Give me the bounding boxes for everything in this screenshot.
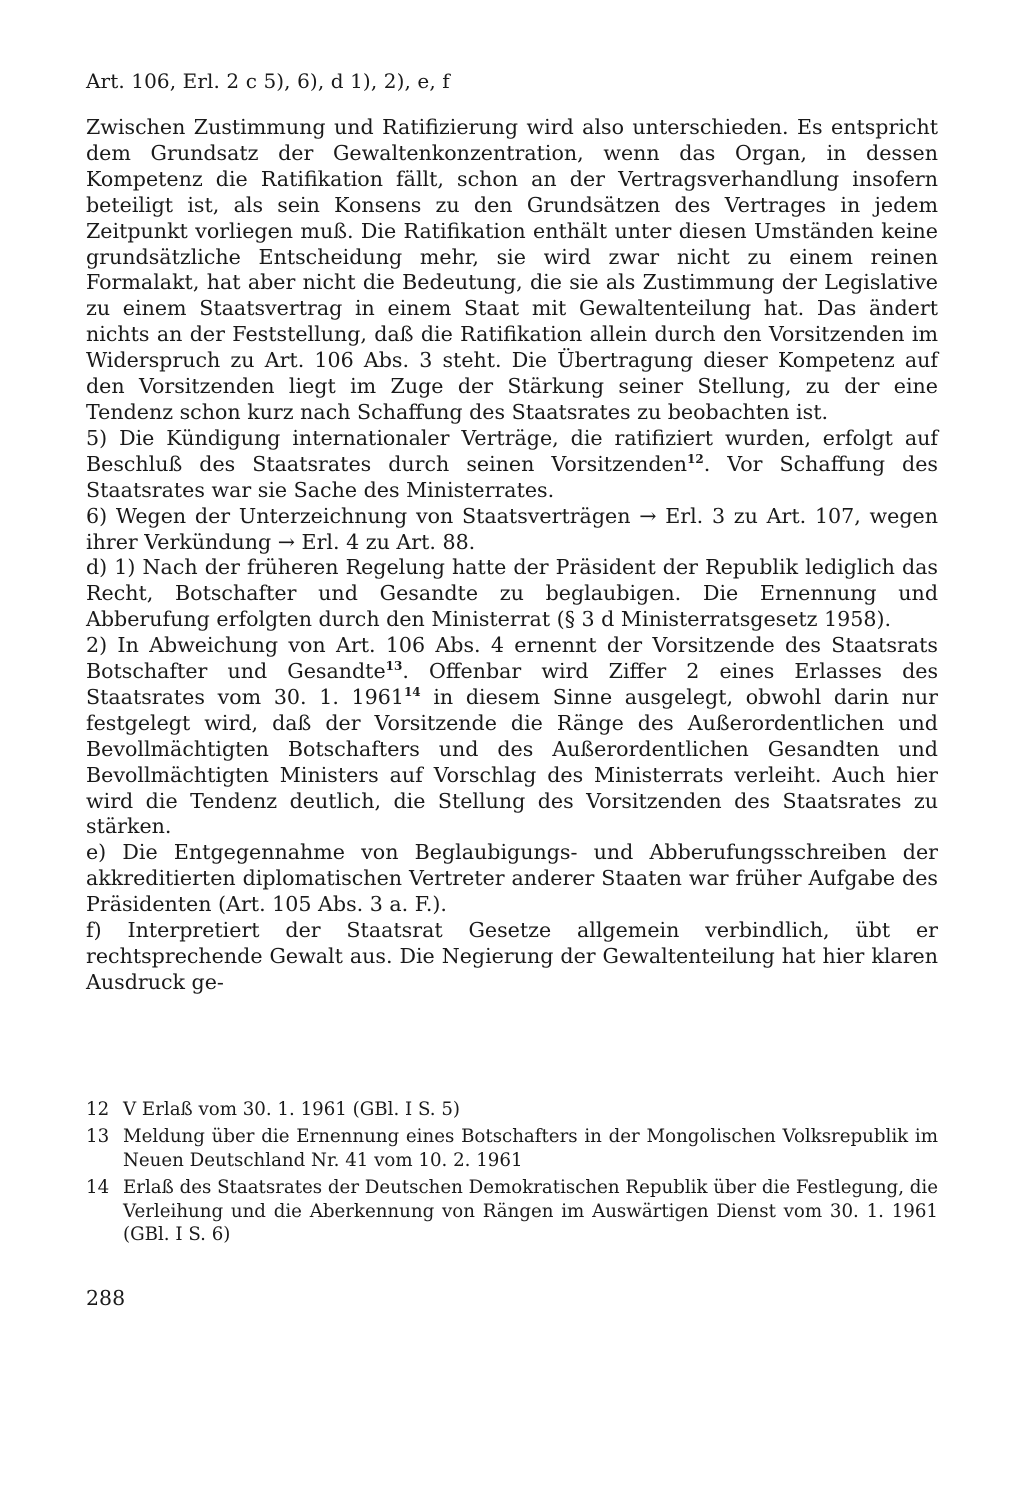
paragraph-e-credentials: e) Die Entgegennahme von Beglaubigungs- und Abberufungsschreiben der akkreditierten diplomatischen Vertreter anderer Staaten war früher Aufgabe des Präsidenten (Art. 105 Abs. 3 a. F.). xyxy=(86,840,938,917)
paragraph-f-interpretation: f) Interpretiert der Staatsrat Gesetze allgemein verbindlich, übt er rechtsprechende Gewalt aus. Die Negierung der Gewaltenteilung hat hier klaren Ausdruck ge- xyxy=(86,918,938,994)
running-head: Art. 106, Erl. 2 c 5), 6), d 1), 2), e, f xyxy=(86,69,450,93)
paragraph-6-signing: 6) Wegen der Unterzeichnung von Staatsverträgen → Erl. 3 zu Art. 107, wegen ihrer Verkündung → Erl. 4 zu Art. 88. xyxy=(86,503,938,554)
paragraph-text: in diesem Sinne ausgelegt, obwohl darin nur festgelegt wird, daß der Vorsitzende die Ränge des Außerordentlichen und Bevollmächtigten Botschafters und des Außerordentlichen Gesandten und Bevollmächtigten Ministers auf Vorschlag des Ministerrats verleiht. Auch hier wird die Tendenz deutlich, die Stellung des Vorsitzenden des Staatsrates zu stärken. xyxy=(86,684,939,839)
footnote-ref-13[interactable]: 13 xyxy=(385,659,403,674)
paragraph-text: . Vor Schaffung des Staatsrates war sie Sache des Ministerrates. xyxy=(86,451,938,502)
footnote-number: 14 xyxy=(86,1177,110,1199)
paragraph-text: 5) Die Kündigung internationaler Verträge, die ratifiziert wurden, erfolgt auf Beschluß des Staatsrates durch seinen Vorsitzenden xyxy=(86,425,938,476)
footnote-text: V Erlaß vom 30. 1. 1961 (GBl. I S. 5) xyxy=(123,1099,461,1120)
footnote-12 xyxy=(86,1098,938,1121)
paragraph-5-termination xyxy=(86,426,938,504)
footnote-text: Meldung über die Ernennung eines Botschafters in der Mongolischen Volksrepublik im Neuen Deutschland Nr. 41 vom 10. 2. 1961 xyxy=(123,1126,938,1171)
footnote-ref-12[interactable]: 12 xyxy=(687,451,704,466)
footnote-number: 13 xyxy=(86,1126,110,1148)
paragraph-d1-ambassadors: d) 1) Nach der früheren Regelung hatte der Präsident der Republik lediglich das Recht, Botschafter und Gesandte zu beglaubigen. Die Ernennung und Abberufung erfolgten durch den Ministerrat (§ 3 d Ministerratsgesetz 1958). xyxy=(86,555,938,632)
footnote-number: 12 xyxy=(86,1099,110,1120)
footnotes xyxy=(86,1098,938,1250)
body-text xyxy=(86,115,938,996)
footnote-text: Erlaß des Staatsrates der Deutschen Demokratischen Republik über die Festlegung, die Verleihung und die Aberkennung von Rängen im Auswärtigen Dienst vom 30. 1. 1961 (GBl. I S. 6) xyxy=(123,1177,938,1246)
page-number: 288 xyxy=(86,1286,126,1310)
paragraph-d2-appointment xyxy=(86,633,938,840)
footnote-14 xyxy=(86,1176,938,1246)
footnote-ref-14[interactable]: 14 xyxy=(403,685,421,700)
footnote-13 xyxy=(86,1125,938,1172)
paragraph-ratification: Zwischen Zustimmung und Ratifizierung wird also unterschieden. Es entspricht dem Grundsatz der Gewaltenkonzentration, wenn das Organ, in dessen Kompetenz die Ratifikation fällt, schon an der Vertragsverhandlung insofern beteiligt ist, als sein Konsens zu den Grundsätzen des Vertrages in jedem Zeitpunkt vorliegen muß. Die Ratifikation enthält unter diesen Umständen keine grundsätzliche Entscheidung mehr, sie wird zwar nicht zu einem reinen Formalakt, hat aber nicht die Bedeutung, die sie als Zustimmung der Legislative zu einem Staatsvertrag in einem Staat mit Gewaltenteilung hat. Das ändert nichts an der Feststellung, daß die Ratifikation allein durch den Vorsitzenden im Widerspruch zu Art. 106 Abs. 3 steht. Die Übertragung dieser Kompetenz auf den Vorsitzenden liegt im Zuge der Stärkung seiner Stellung, zu der eine Tendenz schon kurz nach Schaffung des Staatsrates zu beobachten ist. xyxy=(86,115,938,424)
paragraph-text: . Offenbar wird Ziffer 2 eines Erlasses des Staatsrates vom 30. 1. 1961 xyxy=(86,659,939,709)
paragraph-text: 2) In Abweichung von Art. 106 Abs. 4 ernennt der Vorsitzende des Staatsrats Botschafter und Gesandte xyxy=(86,633,938,684)
